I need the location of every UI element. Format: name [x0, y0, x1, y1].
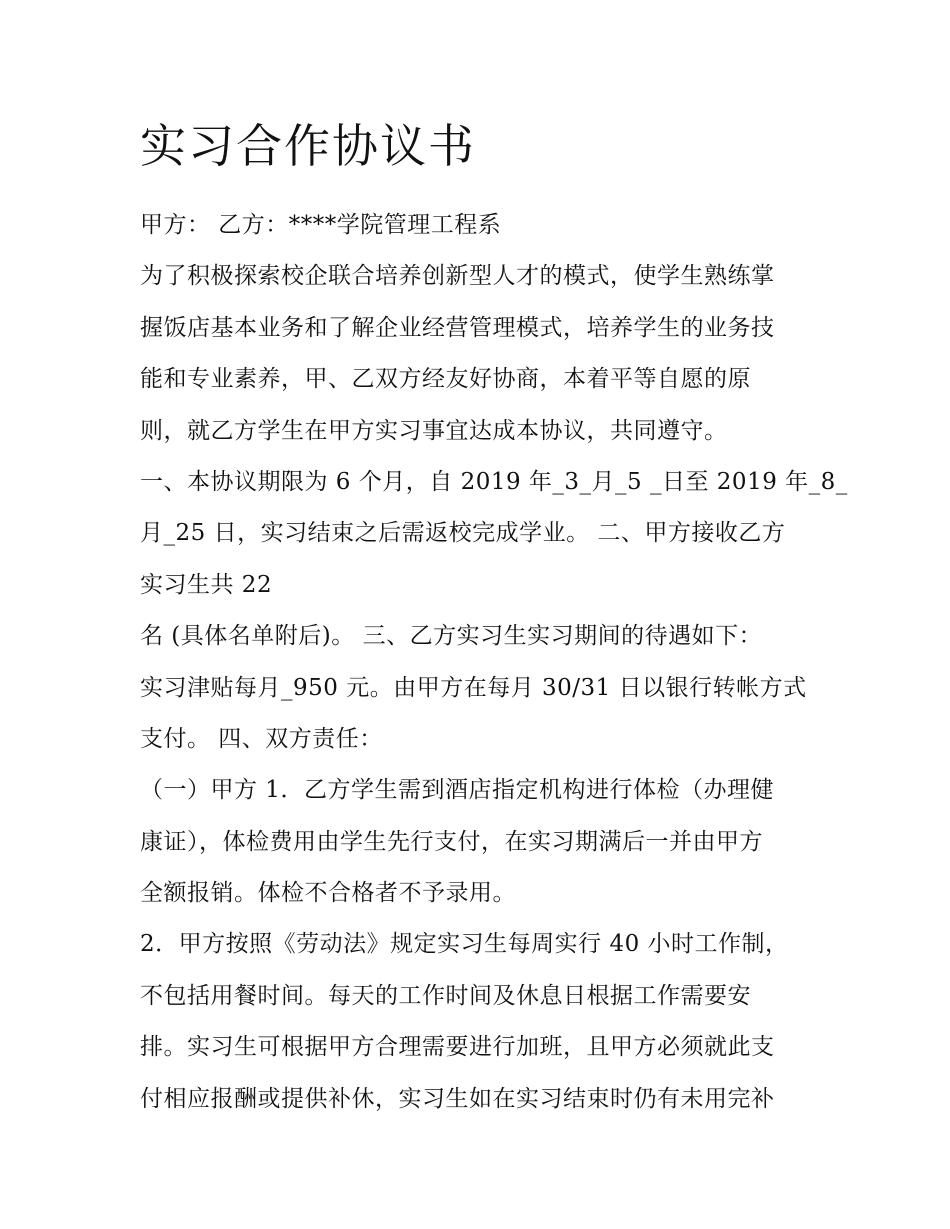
text-line-7: 月_25 日，实习结束之后需返校完成学业。 二、甲方接收乙方 — [140, 520, 786, 547]
text-line-8: 实习生共 22 — [140, 571, 273, 598]
text-line-16: 不包括用餐时间。每天的工作时间及休息日根据工作需要安 — [140, 982, 751, 1009]
text-line-17: 排。实习生可根据甲方合理需要进行加班，且甲方必须就此支 — [140, 1034, 775, 1061]
text-line-4: 能和专业素养，甲、乙双方经友好协商，本着平等自愿的原 — [140, 366, 751, 393]
text-line-2: 为了积极探索校企联合培养创新型人才的模式，使学生熟练掌 — [140, 263, 775, 290]
text-line-6: 一、本协议期限为 6 个月，自 2019 年_3_月_5 _日至 2019 年_8_ — [140, 468, 848, 495]
text-line-9: 名 (具体名单附后)。 三、乙方实习生实习期间的待遇如下： — [140, 623, 763, 650]
text-line-3: 握饭店基本业务和了解企业经营管理模式，培养学生的业务技 — [140, 314, 775, 341]
text-line-10: 实习津贴每月_950 元。由甲方在每月 30/31 日以银行转帐方式 — [140, 674, 807, 701]
text-line-11: 支付。 四、双方责任： — [140, 725, 383, 752]
text-line-18: 付相应报酬或提供补休，实习生如在实习结束时仍有未用完补 — [140, 1085, 775, 1112]
text-line-5: 则，就乙方学生在甲方实习事宜达成本协议，共同遵守。 — [140, 417, 728, 444]
text-line-14: 全额报销。体检不合格者不予录用。 — [140, 880, 516, 907]
document-title: 实习合作协议书 — [140, 119, 476, 173]
text-line-1: 甲方： 乙方：****学院管理工程系 — [140, 212, 502, 238]
text-line-15: 2．甲方按照《劳动法》规定实习生每周实行 40 小时工作制， — [140, 931, 789, 958]
text-line-13: 康证），体检费用由学生先行支付，在实习期满后一并由甲方 — [140, 828, 763, 855]
document-body — [140, 112, 848, 1125]
text-line-12: （一）甲方 1．乙方学生需到酒店指定机构进行体检（办理健 — [140, 777, 774, 804]
